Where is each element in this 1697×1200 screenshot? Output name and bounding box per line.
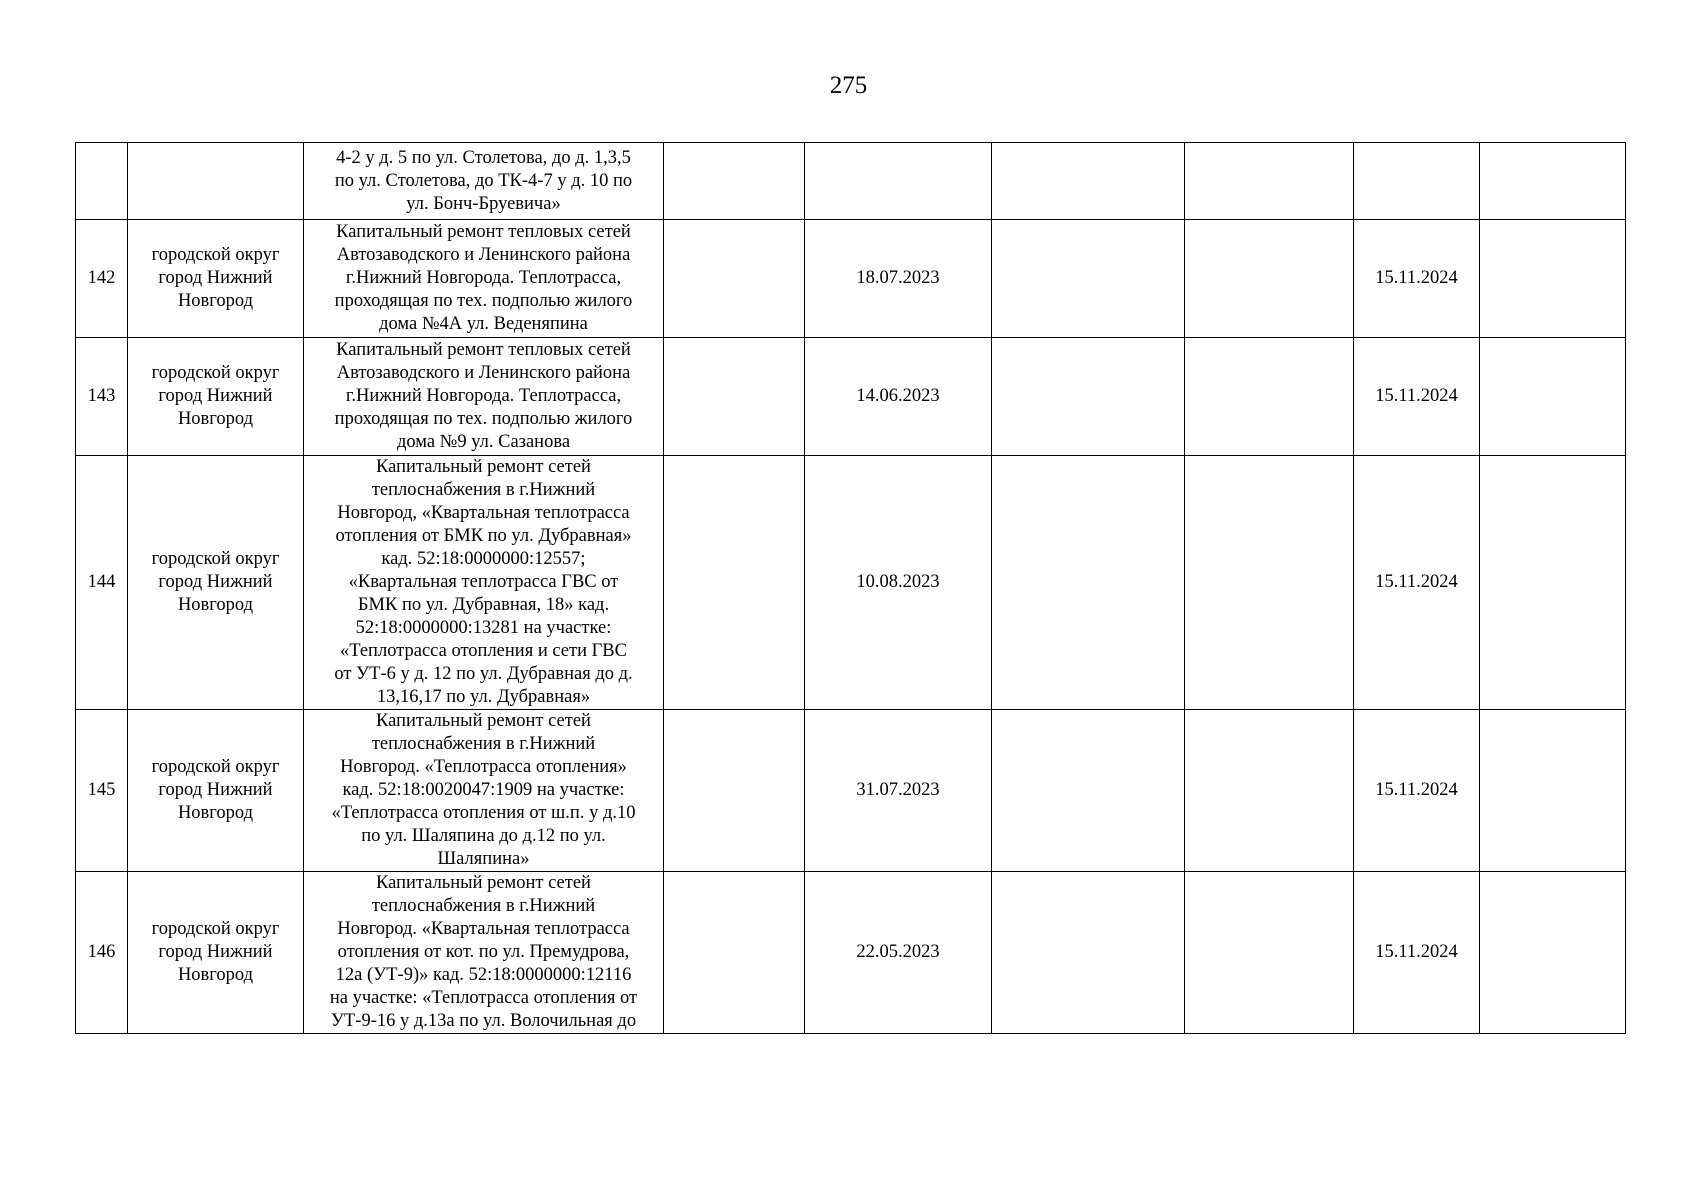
empty-cell-9 [1480,710,1626,872]
works-table [75,142,1626,1034]
empty-cell-7 [1185,143,1354,220]
start-date-cell: 22.05.2023 [805,872,992,1034]
district-cell: городской округ город Нижний Новгород [128,710,304,872]
object-description-cell: Капитальный ремонт тепловых сетей Автозаводского и Ленинского района г.Нижний Новгорода. Теплотрасса, проходящая по тех. подполью жилого дома №9 ул. Сазанова [304,338,664,456]
empty-cell-9 [1480,872,1626,1034]
row-number-cell: 143 [76,338,128,456]
start-date-cell: 14.06.2023 [805,338,992,456]
district-cell: городской округ город Нижний Новгород [128,220,304,338]
start-date-cell: 18.07.2023 [805,220,992,338]
empty-cell-7 [1185,872,1354,1034]
page-number: 275 [829,72,868,99]
table-row [76,710,1626,872]
table-row [76,220,1626,338]
object-description-cell: 4-2 у д. 5 по ул. Столетова, до д. 1,3,5 по ул. Столетова, до ТК-4-7 у д. 10 по ул. Бонч-Бруевича» [304,143,664,220]
empty-cell-6 [992,220,1185,338]
empty-cell-7 [1185,456,1354,710]
empty-cell-6 [992,710,1185,872]
empty-cell-6 [992,143,1185,220]
end-date-cell [1354,143,1480,220]
empty-cell-9 [1480,220,1626,338]
empty-cell-6 [992,456,1185,710]
table-row [76,338,1626,456]
row-number-cell: 144 [76,456,128,710]
district-cell: городской округ город Нижний Новгород [128,872,304,1034]
start-date-cell: 31.07.2023 [805,710,992,872]
table-row [76,872,1626,1034]
start-date-cell [805,143,992,220]
empty-cell-9 [1480,338,1626,456]
empty-cell-7 [1185,338,1354,456]
empty-cell-7 [1185,710,1354,872]
empty-cell-9 [1480,143,1626,220]
end-date-cell: 15.11.2024 [1354,220,1480,338]
start-date-cell: 10.08.2023 [805,456,992,710]
end-date-cell: 15.11.2024 [1354,456,1480,710]
object-description-cell: Капитальный ремонт сетей теплоснабжения в г.Нижний Новгород. «Теплотрасса отопления» кад. 52:18:0020047:1909 на участке: «Теплотрасса отопления от ш.п. у д.10 по ул. Шаляпина до д.12 по ул. Шаляпина» [304,710,664,872]
object-description-cell: Капитальный ремонт сетей теплоснабжения в г.Нижний Новгород, «Квартальная теплотрасса отопления от БМК по ул. Дубравная» кад. 52:18:0000000:12557; «Квартальная теплотрасса ГВС от БМК по ул. Дубравная, 18» кад. 52:18:0000000:13281 на участке: «Теплотрасса отопления и сети ГВС от УТ-6 у д. 12 по ул. Дубравная до д. 13,16,17 по ул. Дубравная» [304,456,664,710]
empty-cell-4 [664,220,805,338]
table-body [76,143,1626,1034]
row-number-cell [76,143,128,220]
district-cell: городской округ город Нижний Новгород [128,338,304,456]
empty-cell-6 [992,872,1185,1034]
empty-cell-4 [664,710,805,872]
empty-cell-9 [1480,456,1626,710]
empty-cell-7 [1185,220,1354,338]
table-row [76,456,1626,710]
empty-cell-4 [664,143,805,220]
end-date-cell: 15.11.2024 [1354,872,1480,1034]
empty-cell-6 [992,338,1185,456]
object-description-cell: Капитальный ремонт сетей теплоснабжения в г.Нижний Новгород. «Квартальная теплотрасса отопления от кот. по ул. Премудрова, 12а (УТ-9)» кад. 52:18:0000000:12116 на участке: «Теплотрасса отопления от УТ-9-16 у д.13а по ул. Волочильная до [304,872,664,1034]
row-number-cell: 145 [76,710,128,872]
district-cell: городской округ город Нижний Новгород [128,456,304,710]
end-date-cell: 15.11.2024 [1354,710,1480,872]
empty-cell-4 [664,338,805,456]
row-number-cell: 142 [76,220,128,338]
end-date-cell: 15.11.2024 [1354,338,1480,456]
empty-cell-4 [664,872,805,1034]
row-number-cell: 146 [76,872,128,1034]
district-cell [128,143,304,220]
empty-cell-4 [664,456,805,710]
table-row [76,143,1626,220]
object-description-cell: Капитальный ремонт тепловых сетей Автозаводского и Ленинского района г.Нижний Новгорода. Теплотрасса, проходящая по тех. подполью жилого дома №4А ул. Веденяпина [304,220,664,338]
